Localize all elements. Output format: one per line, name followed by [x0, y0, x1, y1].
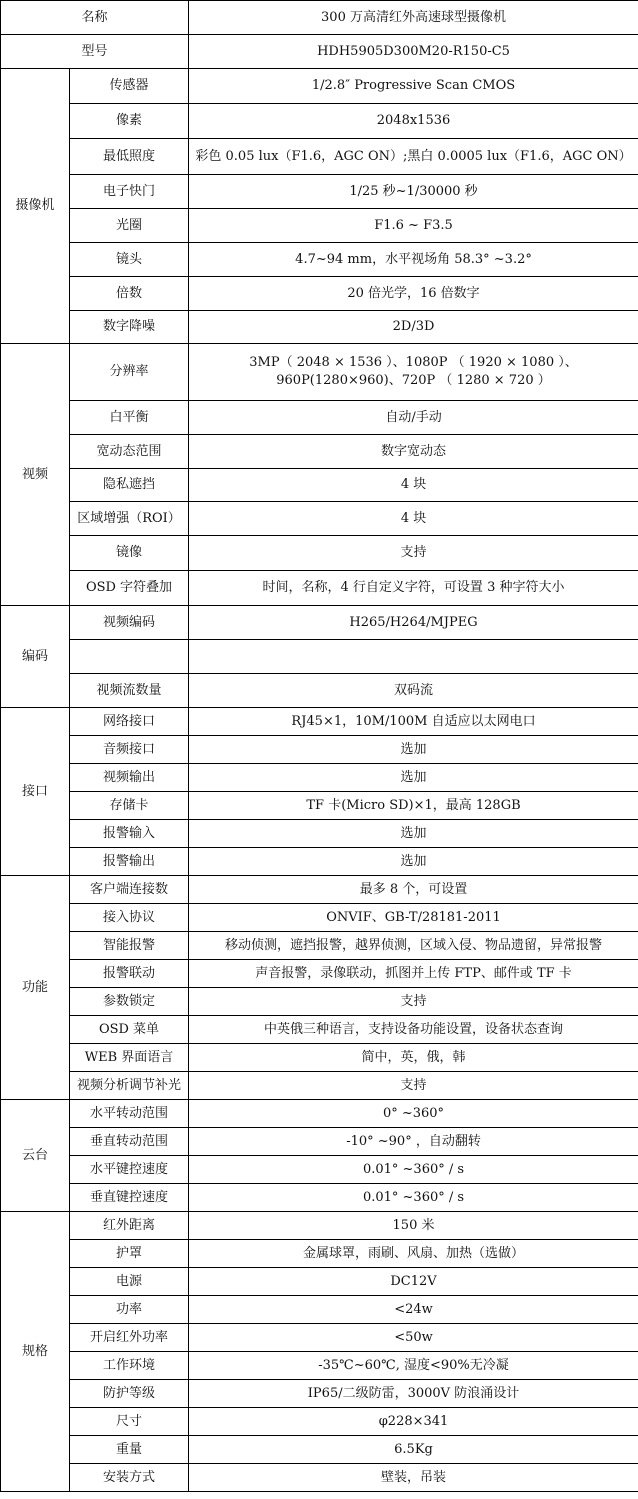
spec-label: 功率 [70, 1296, 189, 1324]
spec-row [1, 848, 638, 876]
section-title: 摄像机 [1, 69, 70, 344]
spec-value: 选加 [189, 848, 638, 876]
spec-value: 声音报警，录像联动，抓图并上传 FTP、邮件或 TF 卡 [189, 960, 638, 988]
spec-label: 参数锁定 [70, 988, 189, 1016]
spec-label: 智能报警 [70, 932, 189, 960]
spec-row [1, 401, 638, 435]
spec-value: RJ45×1，10M/100M 自适应以太网电口 [189, 708, 638, 736]
spec-label: 报警输入 [70, 820, 189, 848]
spec-label: 视频编码 [70, 606, 189, 640]
spec-label: 视频分析调节补光 [70, 1072, 189, 1100]
name-row [1, 1, 638, 35]
spec-row [1, 1240, 638, 1268]
spec-row [1, 139, 638, 175]
spec-label: 报警联动 [70, 960, 189, 988]
spec-label: 垂直键控速度 [70, 1184, 189, 1212]
spec-row [1, 904, 638, 932]
spec-value: 支持 [189, 1072, 638, 1100]
spec-row [1, 104, 638, 139]
spec-value: -35℃~60℃, 湿度<90%无冷凝 [189, 1352, 638, 1380]
spec-label: 区域增强（ROI） [70, 502, 189, 536]
spec-row [1, 1436, 638, 1464]
spec-label: 镜像 [70, 536, 189, 571]
spec-value: 金属球罩，雨刷、风扇、加热（选做） [189, 1240, 638, 1268]
spec-value: 2D/3D [189, 311, 638, 344]
spec-label: 宽动态范围 [70, 435, 189, 469]
spec-label: 报警输出 [70, 848, 189, 876]
spec-value: 彩色 0.05 lux（F1.6，AGC ON）;黑白 0.0005 lux（F1.6，AGC ON） [189, 139, 638, 175]
spec-label: 水平键控速度 [70, 1156, 189, 1184]
spec-label: 存储卡 [70, 792, 189, 820]
spec-value: 双码流 [189, 674, 638, 708]
spec-label: 倍数 [70, 277, 189, 311]
spec-row [1, 792, 638, 820]
model-value: HDH5905D300M20-R150-C5 [189, 35, 638, 69]
spec-row [1, 311, 638, 344]
spec-row [1, 502, 638, 536]
spec-value: 4.7~94 mm，水平视场角 58.3° ~3.2° [189, 243, 638, 277]
section-title: 编码 [1, 606, 70, 708]
spec-value: 1/25 秒~1/30000 秒 [189, 175, 638, 209]
spec-row [1, 435, 638, 469]
spec-value: TF 卡(Micro SD)×1，最高 128GB [189, 792, 638, 820]
spec-value: 4 块 [189, 469, 638, 502]
section-title: 接口 [1, 708, 70, 876]
spec-value: -10° ~90° ，自动翻转 [189, 1128, 638, 1156]
spec-label: 电源 [70, 1268, 189, 1296]
spec-value: 0.01° ~360° / s [189, 1156, 638, 1184]
spec-row [1, 469, 638, 502]
spec-row [1, 1352, 638, 1380]
spec-label: OSD 菜单 [70, 1016, 189, 1044]
spec-value: 时间，名称，4 行自定义字符，可设置 3 种字符大小 [189, 571, 638, 606]
spec-label: 尺寸 [70, 1408, 189, 1436]
spec-row [1, 1072, 638, 1100]
spec-value: 6.5Kg [189, 1436, 638, 1464]
spec-value: ONVIF、GB-T/28181-2011 [189, 904, 638, 932]
section-title: 规格 [1, 1212, 70, 1492]
spec-value: 2048x1536 [189, 104, 638, 139]
spec-value: H265/H264/MJPEG [189, 606, 638, 640]
spec-label: OSD 字符叠加 [70, 571, 189, 606]
spec-label: 工作环境 [70, 1352, 189, 1380]
spec-label: 白平衡 [70, 401, 189, 435]
spec-label: 网络接口 [70, 708, 189, 736]
spec-row [1, 932, 638, 960]
spec-value: 0.01° ~360° / s [189, 1184, 638, 1212]
spec-label: 最低照度 [70, 139, 189, 175]
spec-label [70, 640, 189, 674]
spec-label: 客户端连接数 [70, 876, 189, 904]
spec-row [1, 674, 638, 708]
spec-row [1, 820, 638, 848]
spec-label: 分辨率 [70, 344, 189, 401]
spec-row [1, 1100, 638, 1128]
spec-row [1, 736, 638, 764]
spec-value: 4 块 [189, 502, 638, 536]
spec-value: 壁装，吊装 [189, 1464, 638, 1492]
spec-value: 最多 8 个，可设置 [189, 876, 638, 904]
spec-row [1, 69, 638, 104]
spec-row [1, 640, 638, 674]
spec-row [1, 764, 638, 792]
model-label: 型号 [1, 35, 189, 69]
section-title: 云台 [1, 1100, 70, 1212]
spec-row [1, 988, 638, 1016]
spec-row [1, 344, 638, 401]
spec-label: 视频输出 [70, 764, 189, 792]
spec-label: 水平转动范围 [70, 1100, 189, 1128]
spec-value: 0° ~360° [189, 1100, 638, 1128]
spec-label: 隐私遮挡 [70, 469, 189, 502]
name-value: 300 万高清红外高速球型摄像机 [189, 1, 638, 35]
spec-value: <24w [189, 1296, 638, 1324]
spec-row [1, 209, 638, 243]
spec-value [189, 640, 638, 674]
spec-label: 安装方式 [70, 1464, 189, 1492]
spec-value: 选加 [189, 764, 638, 792]
spec-label: 接入协议 [70, 904, 189, 932]
spec-row [1, 1268, 638, 1296]
spec-value: 支持 [189, 536, 638, 571]
spec-value: 移动侦测，遮挡报警，越界侦测，区域入侵、物品遗留，异常报警 [189, 932, 638, 960]
spec-value: 选加 [189, 820, 638, 848]
spec-row [1, 708, 638, 736]
name-label: 名称 [1, 1, 189, 35]
spec-value: <50w [189, 1324, 638, 1352]
spec-value: 选加 [189, 736, 638, 764]
spec-value: 3MP（ 2048 × 1536 ）、1080P （ 1920 × 1080 ）、960P(1280×960)、720P （ 1280 × 720 ） [189, 344, 638, 401]
spec-value: F1.6 ~ F3.5 [189, 209, 638, 243]
spec-value: 支持 [189, 988, 638, 1016]
spec-row [1, 1044, 638, 1072]
spec-row [1, 876, 638, 904]
spec-label: 传感器 [70, 69, 189, 104]
spec-row [1, 1016, 638, 1044]
spec-value: 自动/手动 [189, 401, 638, 435]
spec-value: DC12V [189, 1268, 638, 1296]
spec-label: 护罩 [70, 1240, 189, 1268]
spec-row [1, 1128, 638, 1156]
spec-row [1, 277, 638, 311]
spec-label: WEB 界面语言 [70, 1044, 189, 1072]
spec-value: 150 米 [189, 1212, 638, 1240]
spec-label: 防护等级 [70, 1380, 189, 1408]
spec-value: 20 倍光学，16 倍数字 [189, 277, 638, 311]
spec-label: 视频流数量 [70, 674, 189, 708]
spec-value: 数字宽动态 [189, 435, 638, 469]
spec-label: 音频接口 [70, 736, 189, 764]
spec-label: 像素 [70, 104, 189, 139]
spec-label: 重量 [70, 1436, 189, 1464]
spec-value: 简中，英，俄，韩 [189, 1044, 638, 1072]
model-row [1, 35, 638, 69]
spec-label: 镜头 [70, 243, 189, 277]
spec-row [1, 1464, 638, 1492]
spec-label: 数字降噪 [70, 311, 189, 344]
spec-label: 电子快门 [70, 175, 189, 209]
spec-label: 开启红外功率 [70, 1324, 189, 1352]
spec-row [1, 960, 638, 988]
spec-row [1, 243, 638, 277]
section-title: 视频 [1, 344, 70, 606]
spec-value: IP65/二级防雷，3000V 防浪涌设计 [189, 1380, 638, 1408]
spec-row [1, 1380, 638, 1408]
spec-row [1, 1212, 638, 1240]
spec-row [1, 571, 638, 606]
spec-value: 中英俄三种语言，支持设备功能设置，设备状态查询 [189, 1016, 638, 1044]
spec-row [1, 1408, 638, 1436]
spec-row [1, 606, 638, 640]
spec-label: 垂直转动范围 [70, 1128, 189, 1156]
spec-row [1, 536, 638, 571]
spec-row [1, 1156, 638, 1184]
spec-row [1, 1296, 638, 1324]
spec-row [1, 175, 638, 209]
spec-label: 光圈 [70, 209, 189, 243]
spec-row [1, 1324, 638, 1352]
section-title: 功能 [1, 876, 70, 1100]
spec-value: φ228×341 [189, 1408, 638, 1436]
spec-row [1, 1184, 638, 1212]
spec-value: 1/2.8″ Progressive Scan CMOS [189, 69, 638, 104]
spec-label: 红外距离 [70, 1212, 189, 1240]
